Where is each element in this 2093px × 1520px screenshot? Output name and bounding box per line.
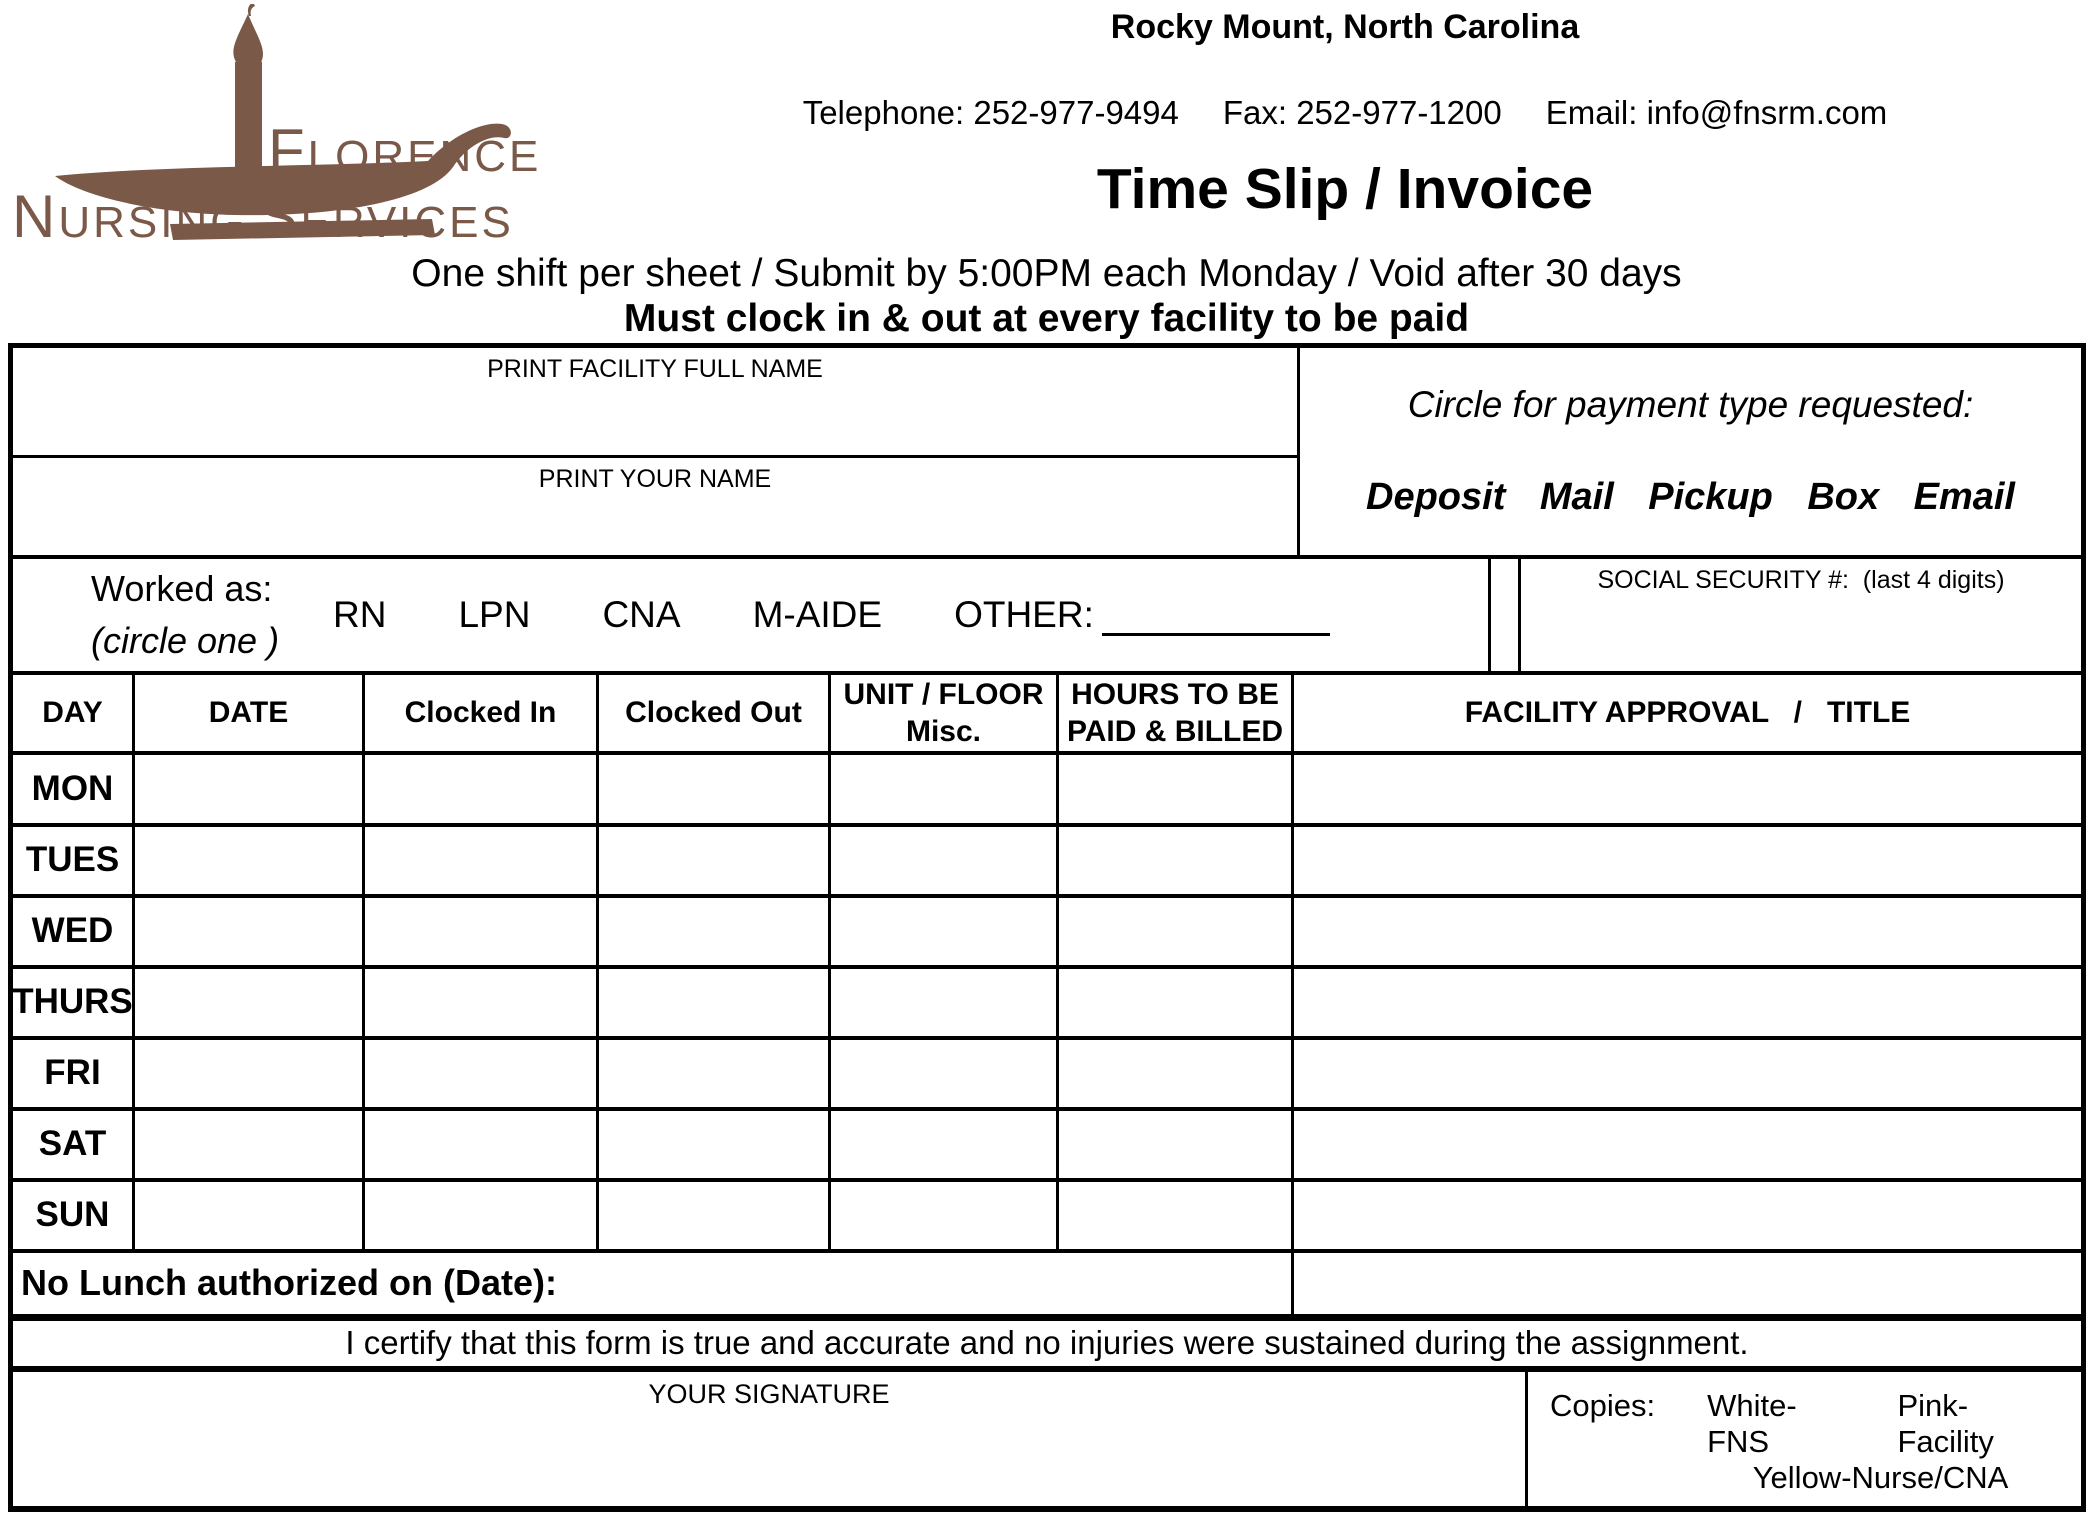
day-label: THURS [12,982,133,1022]
logo-text-nursing-services: NURSING SERVICES [12,183,514,250]
unit-floor-cell[interactable] [831,1111,1059,1178]
payment-option-deposit[interactable]: Deposit [1366,476,1506,518]
clocked-in-cell[interactable] [365,1111,599,1178]
hours-cell[interactable] [1059,1182,1294,1249]
worked-as-label: Worked as: (circle one ) [91,567,280,661]
date-cell[interactable] [135,755,365,822]
clocked-out-cell[interactable] [599,755,831,822]
ssn-label: SOCIAL SECURITY #: (last 4 digits) [1597,565,2005,594]
col-header-clocked-out: Clocked Out [599,675,831,752]
hours-cell[interactable] [1059,969,1294,1036]
unit-floor-cell[interactable] [831,827,1059,894]
clock-in-warning: Must clock in & out at every facility to be paid [623,297,1470,340]
facility-approval-cell[interactable] [1294,1111,2081,1178]
facility-name-label: PRINT FACILITY FULL NAME [487,355,823,383]
unit-floor-cell[interactable] [831,755,1059,822]
no-lunch-field[interactable] [13,1253,1294,1314]
signature-label: YOUR SIGNATURE [648,1378,890,1409]
day-label: SAT [38,1124,107,1164]
col-header-unit-floor: UNIT / FLOOR Misc. [831,675,1059,752]
date-cell[interactable] [135,969,365,1036]
clocked-out-cell[interactable] [599,1182,831,1249]
unit-floor-cell[interactable] [831,898,1059,965]
facility-approval-cell[interactable] [1294,827,2081,894]
col-header-hours: HOURS TO BE PAID & BILLED [1059,675,1294,752]
date-cell[interactable] [135,898,365,965]
col-header-date: DATE [135,675,365,752]
hours-cell[interactable] [1059,898,1294,965]
day-label: MON [31,769,114,808]
clocked-in-cell[interactable] [365,1182,599,1249]
clocked-in-cell[interactable] [365,827,599,894]
clocked-out-cell[interactable] [599,898,831,965]
payment-type-panel [1297,348,2081,555]
col-header-facility-approval: FACILITY APPROVAL / TITLE [1464,696,1911,730]
submission-rules: One shift per sheet / Submit by 5:00PM each Monday / Void after 30 days [411,252,1682,295]
table-row-tues [13,827,2081,898]
role-option-rn[interactable]: RN [333,593,387,635]
location-heading: Rocky Mount, North Carolina [1110,8,1580,46]
unit-floor-cell[interactable] [831,1040,1059,1107]
spacer-cell [1491,559,1521,671]
facility-approval-cell[interactable] [1294,1182,2081,1249]
copy-yellow-nurse: Yellow-Nurse/CNA [1752,1459,2009,1495]
certification-statement: I certify that this form is true and accurate and no injuries were sustained during the assignment. [13,1321,2081,1372]
facility-approval-cell[interactable] [1294,1040,2081,1107]
clocked-out-cell[interactable] [599,969,831,1036]
role-other-label: OTHER: [954,593,1094,635]
logo [10,4,542,250]
facility-approval-cell[interactable] [1294,755,2081,822]
date-cell[interactable] [135,1040,365,1107]
clocked-out-cell[interactable] [599,827,831,894]
date-cell[interactable] [135,1111,365,1178]
clocked-in-cell[interactable] [365,969,599,1036]
role-option-maide[interactable]: M-AIDE [752,593,883,635]
unit-floor-cell[interactable] [831,969,1059,1036]
payment-option-pickup[interactable]: Pickup [1648,476,1773,518]
copy-pink-facility: Pink-Facility [1897,1387,1994,1459]
hours-cell[interactable] [1059,1040,1294,1107]
hours-cell[interactable] [1059,755,1294,822]
role-option-cna[interactable]: CNA [602,593,681,635]
table-row-sat [13,1111,2081,1182]
date-cell[interactable] [135,827,365,894]
date-cell[interactable] [135,1182,365,1249]
role-option-lpn[interactable]: LPN [458,593,531,635]
clocked-out-cell[interactable] [599,1111,831,1178]
clocked-in-cell[interactable] [365,1040,599,1107]
unit-floor-cell[interactable] [831,1182,1059,1249]
facility-approval-cell[interactable] [1294,969,2081,1036]
no-lunch-right-cell[interactable] [1294,1253,2081,1314]
table-row-fri [13,1040,2081,1111]
ssn-field[interactable] [1521,559,2081,671]
day-label: WED [31,911,114,951]
your-name-field[interactable] [13,458,1297,555]
form-grid [8,343,2086,1512]
day-label: FRI [44,1053,101,1093]
hours-cell[interactable] [1059,1111,1294,1178]
email-address: Email: info@fnsrm.com [1545,94,1888,131]
logo-text-florence: FLORENCE [268,117,542,184]
form-title: Time Slip / Invoice [1096,157,1594,221]
col-header-day: DAY [13,675,135,752]
copies-info [1528,1372,2081,1506]
day-label: SUN [35,1195,110,1235]
telephone-number: Telephone: 252-977-9494 [802,94,1179,131]
clocked-in-cell[interactable] [365,898,599,965]
table-row-thurs [13,969,2081,1040]
fax-number: Fax: 252-977-1200 [1222,94,1502,131]
role-other-input-line[interactable] [1102,594,1330,636]
payment-prompt: Circle for payment type requested: [1407,384,1974,425]
payment-option-email[interactable]: Email [1913,476,2015,518]
clocked-out-cell[interactable] [599,1040,831,1107]
payment-option-mail[interactable]: Mail [1539,476,1614,518]
clocked-in-cell[interactable] [365,755,599,822]
table-row-wed [13,898,2081,969]
day-label: TUES [25,840,120,880]
facility-name-field[interactable] [13,348,1297,458]
payment-option-box[interactable]: Box [1807,476,1880,518]
your-name-label: PRINT YOUR NAME [538,465,772,493]
signature-field[interactable] [13,1372,1528,1506]
no-lunch-label: No Lunch authorized on (Date): [21,1262,557,1304]
facility-approval-cell[interactable] [1294,898,2081,965]
table-row-mon [13,755,2081,826]
table-row-sun [13,1182,2081,1253]
copies-label: Copies: [1550,1387,1656,1423]
col-header-clocked-in: Clocked In [365,675,599,752]
table-header-row [13,675,2081,756]
contact-line [600,94,2090,132]
copy-white-fns: White-FNS [1707,1387,1797,1459]
hours-cell[interactable] [1059,827,1294,894]
